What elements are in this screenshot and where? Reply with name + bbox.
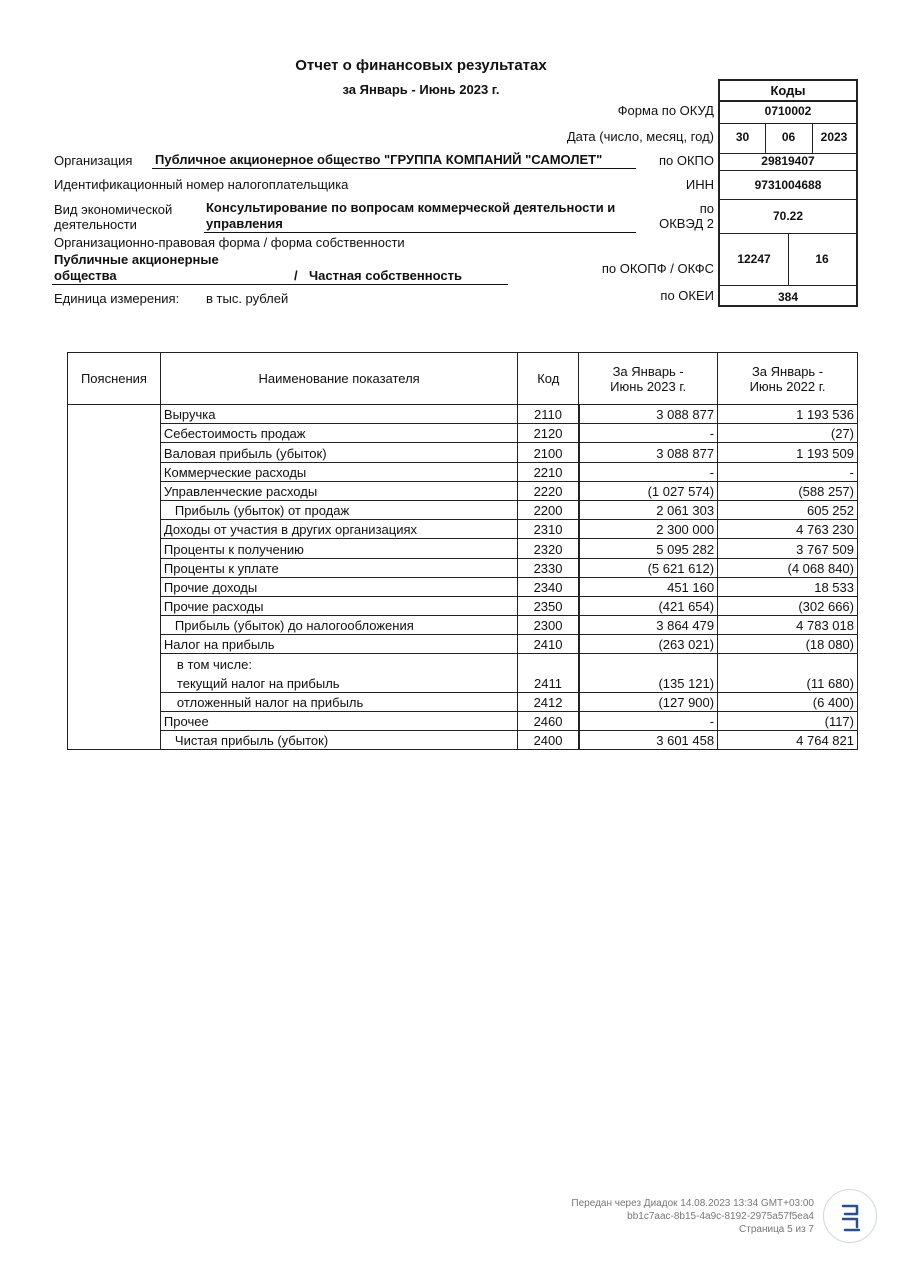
cell-prev: 4 763 230: [718, 520, 858, 539]
edo-transfer-line: Передан через Диадок 14.08.2023 13:34 GMT+03:00: [571, 1198, 814, 1209]
cell-cur: (127 900): [579, 692, 718, 711]
cell-prev: (4 068 840): [718, 558, 858, 577]
activity-label-1: Вид экономической: [54, 202, 173, 217]
form-separator: /: [294, 268, 298, 283]
table-row: [68, 712, 858, 731]
cell-prev: -: [718, 462, 858, 481]
cell-notes: [68, 500, 161, 519]
table-row: [68, 577, 858, 596]
okud-label: Форма по ОКУД: [617, 103, 714, 118]
cell-prev: 1 193 509: [718, 443, 858, 462]
table-row: [68, 673, 858, 692]
cell-cur: (421 654): [579, 596, 718, 615]
okud-value: 0710002: [764, 104, 812, 118]
cell-name: Прочее: [160, 712, 517, 731]
table-row: [68, 731, 858, 750]
table-row: [68, 596, 858, 615]
cell-prev: [718, 654, 858, 673]
cell-name: Проценты к уплате: [160, 558, 517, 577]
table-row: [68, 539, 858, 558]
date-year: 2023: [820, 130, 848, 144]
codes-heading: Коды: [770, 83, 806, 98]
form-line-1: Публичные акционерные: [54, 252, 219, 267]
cell-code: 2210: [518, 462, 579, 481]
cell-prev: (11 680): [718, 673, 858, 692]
page-counter: Страница 5 из 7: [739, 1224, 814, 1235]
table-row: [68, 443, 858, 462]
cell-cur: 2 061 303: [579, 500, 718, 519]
cell-code: 2340: [518, 577, 579, 596]
table-row: [68, 462, 858, 481]
table-row: [68, 481, 858, 500]
cell-name: Доходы от участия в других организациях: [160, 520, 517, 539]
header-name: Наименование показателя: [160, 353, 517, 405]
cell-notes: [68, 558, 161, 577]
header-current-period: За Январь - Июнь 2023 г.: [579, 353, 718, 405]
cell-code: 2310: [518, 520, 579, 539]
cell-cur: 451 160: [579, 577, 718, 596]
okopf-value: 12247: [737, 252, 771, 266]
form-label: Организационно-правовая форма / форма собственности: [54, 235, 405, 250]
cell-prev: (588 257): [718, 481, 858, 500]
header-notes: Пояснения: [68, 353, 161, 405]
cell-name: Прибыль (убыток) до налогообложения: [160, 616, 517, 635]
okpo-value: 29819407: [761, 154, 815, 168]
cell-prev: (6 400): [718, 692, 858, 711]
okei-value: 384: [777, 290, 799, 304]
okei-label: по ОКЕИ: [660, 288, 714, 303]
okved-label-1: по: [699, 201, 714, 216]
cell-code: 2110: [518, 405, 579, 424]
cell-cur: 3 601 458: [579, 731, 718, 750]
cell-code: 2300: [518, 616, 579, 635]
edo-stamp: [571, 1197, 814, 1236]
cell-notes: [68, 424, 161, 443]
cell-cur: 3 088 877: [579, 405, 718, 424]
cell-cur: -: [579, 462, 718, 481]
cell-notes: [68, 635, 161, 654]
inn-code-label: ИНН: [685, 177, 714, 192]
table-row: [68, 520, 858, 539]
cell-code: 2320: [518, 539, 579, 558]
cell-code: 2412: [518, 692, 579, 711]
table-row: [68, 692, 858, 711]
cell-code: 2400: [518, 731, 579, 750]
cell-name: текущий налог на прибыль: [160, 673, 517, 692]
okfs-value: 16: [815, 252, 829, 266]
cell-cur: [579, 654, 718, 673]
cell-notes: [68, 443, 161, 462]
table-row: [68, 500, 858, 519]
cell-name: Чистая прибыль (убыток): [160, 731, 517, 750]
cell-prev: (117): [718, 712, 858, 731]
activity-line-2: управления: [206, 216, 283, 231]
cell-name: Валовая прибыль (убыток): [160, 443, 517, 462]
cell-cur: (135 121): [579, 673, 718, 692]
diadoc-logo-icon: [823, 1189, 877, 1243]
unit-label: Единица измерения:: [54, 291, 180, 306]
cell-notes: [68, 462, 161, 481]
cell-code: 2100: [518, 443, 579, 462]
table-row: [68, 654, 858, 673]
cell-name: Прочие расходы: [160, 596, 517, 615]
cell-code: 2460: [518, 712, 579, 731]
header-code: Код: [518, 353, 579, 405]
cell-prev: (302 666): [718, 596, 858, 615]
okved-value: 70.22: [772, 209, 804, 223]
cell-code: 2411: [518, 673, 579, 692]
table-row: [68, 405, 858, 424]
cell-prev: 1 193 536: [718, 405, 858, 424]
cell-notes: [68, 577, 161, 596]
cell-code: 2330: [518, 558, 579, 577]
cell-cur: 3 088 877: [579, 443, 718, 462]
date-month: 06: [781, 130, 796, 144]
cell-code: 2220: [518, 481, 579, 500]
report-period: за Январь - Июнь 2023 г.: [342, 82, 500, 97]
okved-label-2: ОКВЭД 2: [659, 216, 714, 231]
table-row: [68, 616, 858, 635]
codes-box: [718, 79, 858, 307]
table-row: [68, 424, 858, 443]
cell-notes: [68, 712, 161, 731]
org-label: Организация: [54, 153, 133, 168]
header-previous-period: За Январь - Июнь 2022 г.: [718, 353, 858, 405]
cell-name: в том числе:: [160, 654, 517, 673]
cell-name: Управленческие расходы: [160, 481, 517, 500]
cell-notes: [68, 654, 161, 673]
cell-notes: [68, 520, 161, 539]
cell-prev: 605 252: [718, 500, 858, 519]
cell-notes: [68, 731, 161, 750]
cell-cur: -: [579, 424, 718, 443]
okpo-label: по ОКПО: [658, 153, 714, 168]
cell-notes: [68, 481, 161, 500]
inn-label: Идентификационный номер налогоплательщика: [54, 177, 349, 192]
activity-line-1: Консультирование по вопросам коммерческой деятельности и: [206, 200, 616, 215]
cell-prev: (18 080): [718, 635, 858, 654]
date-label: Дата (число, месяц, год): [566, 129, 714, 144]
cell-notes: [68, 405, 161, 424]
cell-cur: (263 021): [579, 635, 718, 654]
form-line-2: общества: [54, 268, 117, 283]
cell-prev: (27): [718, 424, 858, 443]
cell-notes: [68, 596, 161, 615]
table-row: [68, 558, 858, 577]
unit-value: в тыс. рублей: [206, 291, 289, 306]
date-day: 30: [735, 130, 750, 144]
cell-code: 2120: [518, 424, 579, 443]
cell-name: Выручка: [160, 405, 517, 424]
inn-value: 9731004688: [754, 178, 822, 192]
cell-name: Прибыль (убыток) от продаж: [160, 500, 517, 519]
cell-name: отложенный налог на прибыль: [160, 692, 517, 711]
okopf-label: по ОКОПФ / ОКФС: [601, 261, 714, 276]
cell-notes: [68, 539, 161, 558]
table-row: [68, 635, 858, 654]
cell-name: Проценты к получению: [160, 539, 517, 558]
org-name: Публичное акционерное общество "ГРУППА КОМПАНИЙ "САМОЛЕТ": [155, 152, 603, 167]
cell-prev: 4 783 018: [718, 616, 858, 635]
cell-notes: [68, 673, 161, 692]
cell-notes: [68, 616, 161, 635]
cell-name: Прочие доходы: [160, 577, 517, 596]
cell-name: Налог на прибыль: [160, 635, 517, 654]
cell-code: 2350: [518, 596, 579, 615]
cell-cur: -: [579, 712, 718, 731]
cell-cur: (5 621 612): [579, 558, 718, 577]
cell-code: 2410: [518, 635, 579, 654]
activity-label-2: деятельности: [54, 217, 137, 232]
cell-cur: 3 864 479: [579, 616, 718, 635]
report-title: Отчет о финансовых результатах: [295, 57, 547, 74]
cell-prev: 3 767 509: [718, 539, 858, 558]
cell-code: 2200: [518, 500, 579, 519]
cell-name: Себестоимость продаж: [160, 424, 517, 443]
financial-results-table: [67, 352, 858, 750]
cell-cur: 2 300 000: [579, 520, 718, 539]
edo-document-id: bb1c7aac-8b15-4a9c-8192-2975a57f5ea4: [627, 1211, 814, 1222]
cell-cur: (1 027 574): [579, 481, 718, 500]
cell-cur: 5 095 282: [579, 539, 718, 558]
cell-name: Коммерческие расходы: [160, 462, 517, 481]
ownership-value: Частная собственность: [309, 268, 462, 283]
cell-prev: 18 533: [718, 577, 858, 596]
cell-code: [518, 654, 579, 673]
cell-notes: [68, 692, 161, 711]
cell-prev: 4 764 821: [718, 731, 858, 750]
